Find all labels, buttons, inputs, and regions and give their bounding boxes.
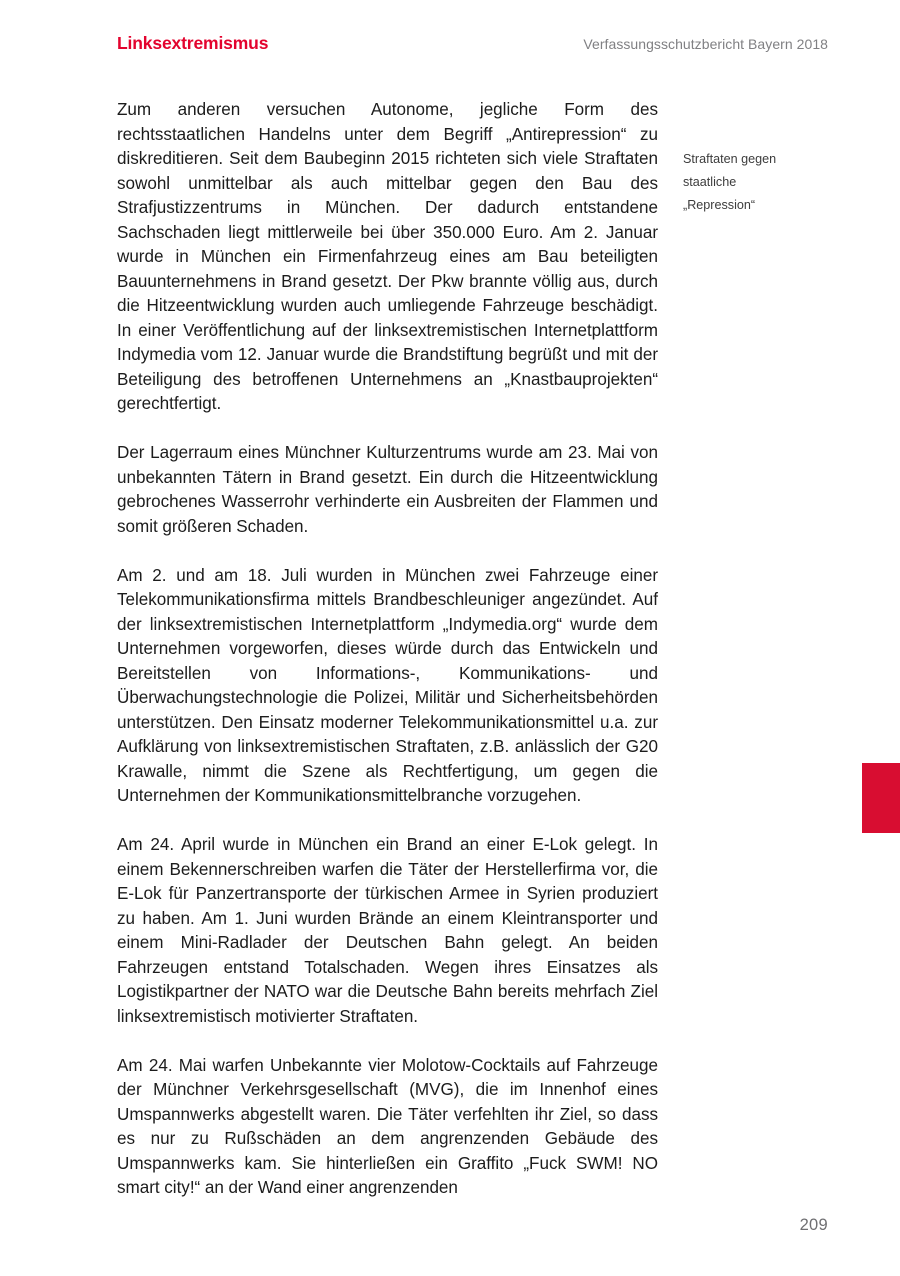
paragraph: Am 24. Mai warfen Unbekannte vier Molotow-Cocktails auf Fahrzeuge der Münchner Verkehrsgesellschaft (MVG), die im Innenhof eines Umspannwerks abgestellt waren. Die Täter verfehlten ihr Ziel, so dass es nur zu Rußschäden an dem angrenzenden Gebäude des Umspannwerks kam. Sie hinterließen ein Graffito „Fuck SWM! NO smart city!“ an der Wand einer angrenzenden bbox=[117, 1055, 658, 1197]
running-head bbox=[117, 33, 828, 57]
margin-note bbox=[683, 148, 858, 217]
margin-note-line: Straftaten gegen bbox=[683, 152, 777, 166]
report-title: Verfassungsschutzbericht Bayern 2018 bbox=[583, 36, 828, 52]
paragraph: Der Lagerraum eines Münchner Kulturzentrums wurde am 23. Mai von unbekannten Tätern in Brand gesetzt. Ein durch die Hitzeentwicklung gebrochenes Wasserrohr verhinderte ein Ausbreiten der Flammen und somit größeren Schaden. bbox=[117, 443, 658, 536]
margin-note-line: „Repression“ bbox=[683, 198, 756, 212]
paragraph: Am 2. und am 18. Juli wurden in München zwei Fahrzeuge einer Telekommunikationsfirma mittels Brandbeschleuniger angezündet. Auf der linksextremistischen Internetplattform „Indymedia.org“ wurde dem Unternehmen vorgeworfen, dieses würde durch das Entwickeln und Bereitstellen von Informations-, Kommunikations- und Überwachungstechnologie die Polizei, Militär und Sicherheitsbehörden unterstützen. Den Einsatz moderner Telekommunikationsmittel u.a. zur Aufklärung von linksextremistischen Straftaten, z.B. anlässlich der G20 Krawalle, nimmt die Szene als Rechtfertigung, um gegen die Unternehmen der Kommunikationsmittelbranche vorzugehen. bbox=[117, 565, 658, 805]
chapter-edge-tab bbox=[862, 763, 900, 833]
body-text-column bbox=[117, 98, 658, 1201]
paragraph: Am 24. April wurde in München ein Brand an einer E-Lok gelegt. In einem Bekennerschreiben warfen die Täter der Herstellerfirma vor, die E-Lok für Panzertransporte der türkischen Armee in Syrien produziert zu haben. Am 1. Juni wurden Brände an einem Kleintransporter und einem Mini-Radlader der Deutschen Bahn gelegt. An beiden Fahrzeugen entstand Totalschaden. Wegen ihres Einsatzes als Logistikpartner der NATO war die Deutsche Bahn bereits mehrfach Ziel linksextremistisch motivierter Straftaten. bbox=[117, 835, 658, 1026]
paragraph: Zum anderen versuchen Autonome, jegliche Form des rechtsstaatlichen Handelns unter dem Begriff „Antirepression“ zu diskreditieren. Seit dem Baubeginn 2015 richteten sich viele Straftaten sowohl unmittelbar als auch mittelbar gegen den Bau des Strafjustizzentrums in München. Der dadurch entstandene Sachschaden liegt mittlerweile bei über 350.000 Euro. Am 2. Januar wurde in München ein Firmenfahrzeug eines am Bau beteiligten Bauunternehmens in Brand gesetzt. Der Pkw brannte völlig aus, durch die Hitzeentwicklung wurden auch umliegende Fahrzeuge beschädigt. In einer Veröffentlichung auf der linksextremistischen Internetplattform Indymedia vom 12. Januar wurde die Brandstiftung begrüßt und mit der Beteiligung des betroffenen Unternehmens an „Knastbauprojekten“ gerechtfertigt. bbox=[117, 100, 658, 413]
margin-note-line: staatliche bbox=[683, 175, 737, 189]
section-title: Linksextremismus bbox=[117, 33, 269, 53]
page-number: 209 bbox=[799, 1216, 828, 1234]
